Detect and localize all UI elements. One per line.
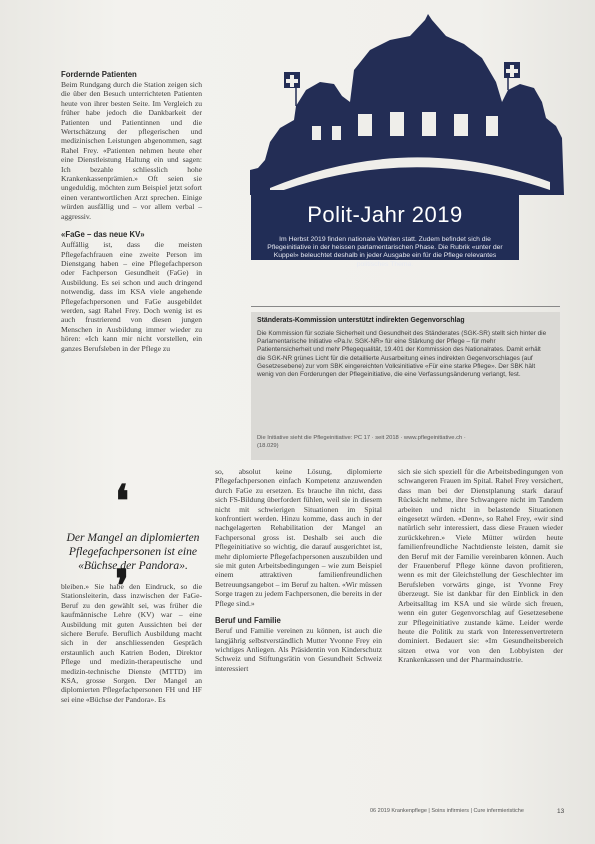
paragraph: Auffällig ist, dass die meisten Pflegefachfrauen eine zweite Person im Dienstgang haben – eine Pflegefachperson oder Fachperson Gesundheit (FaGe) in Ausbildung. Es sei schon und auch dringend notwendig, dass im KSA viele angehende Pflegefachpersonen und FaGe ausgebildet werden, sagt Rahel Frey. Doch wenig ist es auch frustrierend von diesen jungen Menschen in Ausbildung immer wieder zu hören: «Ich kann mir nicht vorstellen, ein ganzes Berufsleben in der Pflege zu bbox=[61, 240, 202, 353]
polit-jahr-banner bbox=[251, 190, 519, 268]
parliament-dome-illustration bbox=[250, 10, 570, 195]
right-column bbox=[398, 467, 563, 665]
paragraph: so, absolut keine Lösung, diplomierte Pflegefachpersonen einfach Kompetenz anzuwenden durch FaGe zu ersetzen. Es brauche ihn nicht, dass sich FS-Bildung überfordert fühlen, weil sie in diesem nicht mit schwierigen Situationen im Spital konfrontiert werden. Hinzu komme, dass auch in der nachgelagerten Rehabilitation der Mangel an Fachpersonal gross ist. Deshalb sei auch die Pflegeinitiative so wichtig, die darauf ausgerichtet ist, mehr diplomierte Pflegefachpersonen auszubilden und sie mit guten Arbeitsbedingungen – wie zum Beispiel einem attraktiven familienfreundlichen Betreuungsangebot – im Beruf zu halten. «Wir müssen Sorge tragen zu jedem Fachpersonen, die bereits in der Pflege sind.» bbox=[215, 467, 382, 608]
info-box bbox=[251, 312, 560, 460]
page-footer: 06 2019 Krankenpflege | Soins infirmiers | Cure infermieristiche bbox=[370, 808, 524, 814]
banner-text: Im Herbst 2019 finden nationale Wahlen statt. Zudem befindet sich die Pflegeinitiative in der heissen parlamentarischen Phase. Die Rubrik «unter der Kuppel» beleuchtet deshalb in jeder Ausgabe ein für die Pflege relevantes politisches Thema. bbox=[267, 236, 503, 268]
dome-window bbox=[390, 112, 404, 136]
left-column bbox=[61, 70, 202, 353]
info-box-heading: Ständerats-Kommission unterstützt indirekten Gegenvorschlag bbox=[257, 317, 465, 324]
dome-window bbox=[486, 116, 498, 136]
subheading: «FaGe – das neue KV» bbox=[61, 230, 145, 240]
middle-column bbox=[215, 467, 382, 673]
page-number: 13 bbox=[557, 808, 565, 815]
info-box-note: Die Initiative sieht die Pflegeinitiative: PC 17 · seit 2018 · www.pflegeinitiative.ch · (18.029) bbox=[257, 435, 466, 449]
subheading: Beruf und Familie bbox=[215, 616, 281, 626]
pull-quote: Der Mangel an diplomierten Pflegefachpersonen ist eine «Büchse der Pandora». bbox=[66, 531, 200, 572]
dome-window bbox=[454, 114, 468, 136]
paragraph: Beim Rundgang durch die Station zeigen sich die über den Besuch unterrichteten Patienten heute von ihrer besten Seite. Im Vergleich zu früher habe jedoch die Dankbarkeit der Patienten und Patientinnen und die Wertschätzung der pflegerischen und medizinischen Leistungen abgenommen, sagt Rahel Frey. «Patienten nehmen heute eher eine Dienstleistung Haltung ein und sagen: Ich bezahle schliesslich hohe Krankenkassenprämien.» Oft seien sie ungeduldig, möchten zum Beispiel jetzt sofort einen verantwortlichen Arzt sprechen. Einige würden ausfällig und – vor allem verbal – aggressiv. bbox=[61, 80, 202, 221]
paragraph: Beruf und Familie vereinen zu können, ist auch die langjährig selbstverständlich Mutter Yvonne Frey ein wichtiges Anliegen. Als Präsidentin von Kinderschutz Schweiz und Stiftungsrätin von Gesundheit Schweiz interessiert bbox=[215, 626, 382, 673]
dome-window bbox=[358, 114, 372, 136]
divider bbox=[251, 306, 560, 307]
dome-silhouette bbox=[250, 14, 564, 195]
dome-window bbox=[312, 126, 321, 140]
dome-window bbox=[422, 112, 436, 136]
subheading: Fordernde Patienten bbox=[61, 70, 137, 79]
info-box-text: Die Kommission für soziale Sicherheit und Gesundheit des Ständerates (SGK-SR) stellt sich hinter die Parlamentarische Initiative «Pa.Iv. SGK-NR» für eine Stärkung der Pflege – für mehr Patientensicherheit und mehr Pflegequalität, 19.401 der Kommission des Nationalrates. Damit erhält die SGK-NR grünes Licht für die detaillierte Ausarbeitung eines indirekten Gegenvorschlages (auf Gesetzesebene) zur vom SBK eingereichten Volksinitiative «Für eine starke Pflege». Der SBK hält wenig von den Forderungen der Pflegeinitiative, die eine Verfassungsänderung verlangt, fest. bbox=[257, 330, 547, 379]
banner-title: Polit-Jahr 2019 bbox=[307, 202, 463, 227]
left-column-bottom bbox=[61, 582, 202, 704]
quote-close-icon: ❜ bbox=[115, 561, 130, 612]
quote-open-icon: ❛ bbox=[115, 476, 130, 527]
dome-window bbox=[332, 126, 341, 140]
paragraph: sich sie sich speziell für die Arbeitsbedingungen von schwangeren Frauen im Spital. Rahel Frey versichert, dass man bei der Dienstplanung stark darauf Rücksicht nehme, ihre Schwangere nicht im Tandem arbeiten und nicht in belastende Situationen eingesetzt würden. «Denn», so Rahel Frey, «wir sind natürlich sehr interessiert, dass diese Frauen wieder zurückkehren.» Viele Mütter würden heute familienfreundliche Nachtdienste leisten, damit sie den Beruf mit der Familie vereinbaren können. Auch der Frauenberuf Pflege könne davon profitieren, wenn es mit der Gleichstellung der Geschlechter im Berufsleben vorwärts ginge, ist Yvonne Frey überzeugt. Sie ist dankbar für den Einblick in den Arbeitsalltag im KSA und sie würde sich freuen, wenn ein guter Gegenvorschlag auf Gesetzesebene zur Pflegeinitiative zustande käme. Leider werde heute die Politik zu stark von Interessenvertretern dominiert. Bedauert sie: «Im Gesundheitsbereich sitzen etwa vor von den Lobbyisten der Krankenkassen und der Pharmaindustrie. bbox=[398, 467, 563, 665]
paragraph: bleiben.» Sie habe den Eindruck, so die Stationsleiterin, dass inzwischen der FaGe-Beruf zu den gewählt sei, was früher die kaufmännische Lehre (KV) war – eine Ausbildung mit guten Aussichten bei der sichere Berufe. Beruflich Ausbildung macht sich in der anschliessenden Gespräch erstaunlich auch Katrien Boden, Direktor Pflege und medizin-therapeutische und medizin-technische Dienste (MTTD) im KSA, grosse Sorgen. Der Mangel an diplomierten Pflegefachpersonen FH und HF sei eine «Büchse der Pandora». Es bbox=[61, 582, 202, 704]
